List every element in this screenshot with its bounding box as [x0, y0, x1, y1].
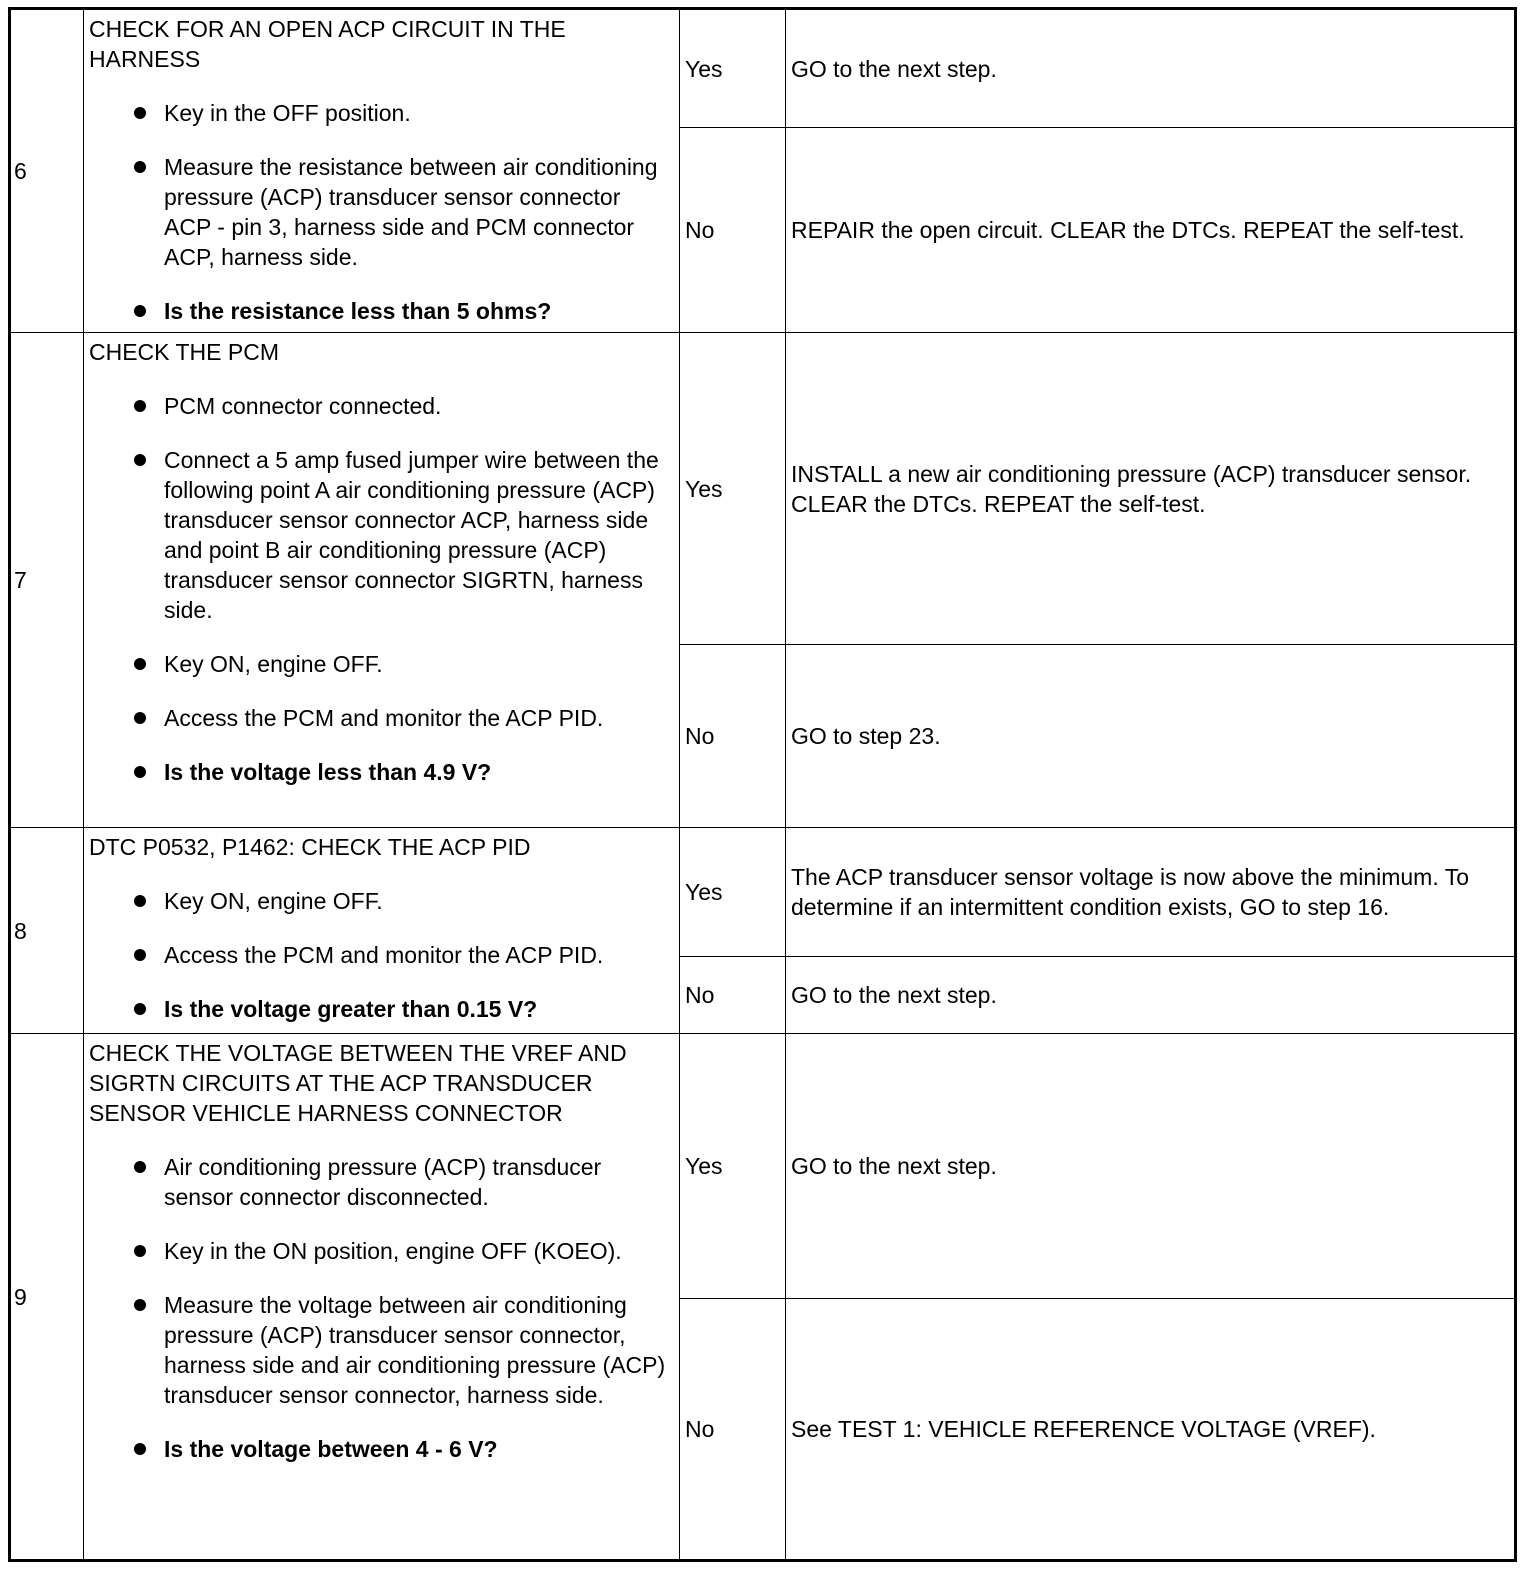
no-result: REPAIR the open circuit. CLEAR the DTCs. REPEAT the self-test. [786, 128, 1516, 333]
step-question: Is the voltage greater than 0.15 V? [89, 994, 671, 1024]
no-label: No [680, 957, 786, 1034]
step-question: Is the voltage less than 4.9 V? [89, 757, 671, 787]
step-number: 9 [10, 1034, 84, 1561]
step-number: 7 [10, 333, 84, 828]
action-item: PCM connector connected. [89, 391, 671, 421]
yes-label: Yes [680, 333, 786, 645]
action-item: Measure the resistance between air conditioning pressure (ACP) transducer sensor connector ACP - pin 3, harness side and PCM connector ACP, harness side. [89, 152, 671, 272]
step-number: 8 [10, 828, 84, 1034]
action-item: Connect a 5 amp fused jumper wire between the following point A air conditioning pressure (ACP) transducer sensor connector ACP, harness side and point B air conditioning pressure (ACP) transducer sensor connector SIGRTN, harness side. [89, 445, 671, 625]
action-item: Key in the OFF position. [89, 98, 671, 128]
step-number: 6 [10, 9, 84, 333]
step-action [84, 828, 680, 1034]
no-label: No [680, 128, 786, 333]
no-label: No [680, 645, 786, 828]
action-list [89, 1152, 671, 1464]
step-row-8-yes [10, 828, 1516, 957]
action-list [89, 391, 671, 787]
step-title: CHECK FOR AN OPEN ACP CIRCUIT IN THE HARNESS [89, 16, 566, 72]
step-row-9-yes [10, 1034, 1516, 1299]
action-item: Access the PCM and monitor the ACP PID. [89, 940, 671, 970]
action-item: Air conditioning pressure (ACP) transducer sensor connector disconnected. [89, 1152, 671, 1212]
action-list [89, 886, 671, 1024]
diagnostic-table [8, 7, 1517, 1562]
action-item: Key in the ON position, engine OFF (KOEO). [89, 1236, 671, 1266]
action-item: Measure the voltage between air conditioning pressure (ACP) transducer sensor connector, harness side and air conditioning pressure (ACP) transducer sensor connector, harness side. [89, 1290, 671, 1410]
yes-label: Yes [680, 9, 786, 128]
step-row-7-yes [10, 333, 1516, 645]
step-title: CHECK THE VOLTAGE BETWEEN THE VREF AND SIGRTN CIRCUITS AT THE ACP TRANSDUCER SENSOR VEHICLE HARNESS CONNECTOR [89, 1040, 627, 1126]
step-question: Is the voltage between 4 - 6 V? [89, 1434, 671, 1464]
action-item: Key ON, engine OFF. [89, 886, 671, 916]
action-item: Access the PCM and monitor the ACP PID. [89, 703, 671, 733]
yes-result: GO to the next step. [786, 9, 1516, 128]
yes-label: Yes [680, 828, 786, 957]
step-row-6-yes [10, 9, 1516, 128]
step-action [84, 9, 680, 333]
action-list [89, 98, 671, 326]
no-result: GO to step 23. [786, 645, 1516, 828]
no-result: GO to the next step. [786, 957, 1516, 1034]
no-result: See TEST 1: VEHICLE REFERENCE VOLTAGE (VREF). [786, 1299, 1516, 1561]
step-question: Is the resistance less than 5 ohms? [89, 296, 671, 326]
yes-result: INSTALL a new air conditioning pressure (ACP) transducer sensor. CLEAR the DTCs. REPEAT the self-test. [786, 333, 1516, 645]
yes-label: Yes [680, 1034, 786, 1299]
action-item: Key ON, engine OFF. [89, 649, 671, 679]
yes-result: GO to the next step. [786, 1034, 1516, 1299]
no-label: No [680, 1299, 786, 1561]
step-action [84, 333, 680, 828]
yes-result: The ACP transducer sensor voltage is now above the minimum. To determine if an intermittent condition exists, GO to step 16. [786, 828, 1516, 957]
step-title: DTC P0532, P1462: CHECK THE ACP PID [89, 834, 531, 860]
step-action [84, 1034, 680, 1561]
step-title: CHECK THE PCM [89, 339, 279, 365]
